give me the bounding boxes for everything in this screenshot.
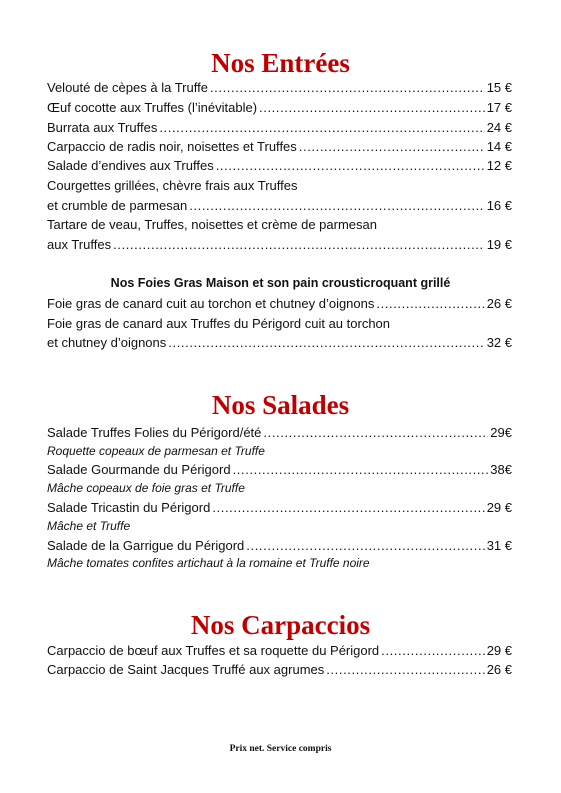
menu-item (47, 235, 512, 254)
item-name: Carpaccio de radis noir, noisettes et Truffes (47, 139, 297, 154)
item-price: 29 € (486, 643, 512, 658)
item-name: Carpaccio de Saint Jacques Truffé aux agrumes (47, 662, 325, 677)
item-name: Burrata aux Truffes (47, 120, 158, 135)
item-name: Carpaccio de bœuf aux Truffes et sa roquette du Périgord (47, 643, 380, 658)
item-name-line1: Courgettes grillées, chèvre frais aux Truffes (47, 178, 298, 193)
item-name: aux Truffes (47, 237, 112, 252)
dot-leader (212, 498, 484, 517)
section-title-carpaccios: Nos Carpaccios (190, 610, 371, 640)
item-price: 26 € (486, 662, 512, 677)
menu-item (47, 118, 512, 137)
item-price: 17 € (486, 100, 512, 115)
item-price: 29 € (486, 500, 512, 515)
item-name: et chutney d’oignons (47, 335, 167, 350)
menu-item (47, 78, 512, 97)
item-price: 38€ (490, 462, 512, 477)
dot-leader (263, 423, 488, 442)
item-description: Mâche copeaux de foie gras et Truffe (47, 481, 245, 495)
menu-item (47, 641, 512, 660)
item-name: Salade Gourmande du Périgord (47, 462, 231, 477)
foie-gras-subheading: Nos Foies Gras Maison et son pain crousticroquant grillé (110, 276, 451, 290)
dot-leader (376, 294, 484, 313)
dot-leader (189, 196, 485, 215)
item-name-line1: Foie gras de canard aux Truffes du Périgord cuit au torchon (47, 316, 391, 331)
menu-item (47, 423, 512, 442)
item-name: Salade Truffes Folies du Périgord/été (47, 425, 262, 440)
menu-item (47, 294, 512, 313)
item-price: 26 € (486, 296, 512, 311)
item-description: Mâche tomates confites artichaut à la romaine et Truffe noire (47, 556, 370, 570)
item-description: Roquette copeaux de parmesan et Truffe (47, 444, 265, 458)
item-name: Œuf cocotte aux Truffes (l’inévitable) (47, 100, 258, 115)
dot-leader (233, 460, 489, 479)
item-price: 15 € (486, 80, 512, 95)
dot-leader (216, 156, 485, 175)
dot-leader (210, 78, 485, 97)
menu-item (47, 196, 512, 215)
menu-item (47, 333, 512, 352)
item-name: Velouté de cèpes à la Truffe (47, 80, 208, 95)
item-name: Salade de la Garrigue du Périgord (47, 538, 245, 553)
item-name: Foie gras de canard cuit au torchon et chutney d’oignons (47, 296, 375, 311)
dot-leader (113, 235, 485, 254)
item-price: 19 € (486, 237, 512, 252)
item-name: et crumble de parmesan (47, 198, 188, 213)
menu-item (47, 498, 512, 517)
dot-leader (299, 137, 485, 156)
item-price: 29€ (490, 425, 512, 440)
dot-leader (259, 98, 485, 117)
menu-item (47, 536, 512, 555)
menu-item (47, 460, 512, 479)
menu-item (47, 156, 512, 175)
item-name-line1: Tartare de veau, Truffes, noisettes et crème de parmesan (47, 217, 377, 232)
dot-leader (159, 118, 484, 137)
dot-leader (381, 641, 485, 660)
dot-leader (326, 660, 484, 679)
footer-note: Prix net. Service compris (229, 744, 332, 754)
menu-item (47, 660, 512, 679)
dot-leader (168, 333, 484, 352)
menu-item (47, 98, 512, 117)
item-price: 32 € (486, 335, 512, 350)
section-title-entrees: Nos Entrées (211, 48, 350, 78)
dot-leader (246, 536, 484, 555)
item-name: Salade d’endives aux Truffes (47, 158, 214, 173)
item-price: 14 € (486, 139, 512, 154)
section-title-salades: Nos Salades (211, 390, 350, 420)
item-price: 12 € (486, 158, 512, 173)
menu-item (47, 137, 512, 156)
item-price: 31 € (486, 538, 512, 553)
item-price: 24 € (486, 120, 512, 135)
item-price: 16 € (486, 198, 512, 213)
item-name: Salade Tricastin du Périgord (47, 500, 211, 515)
item-description: Mâche et Truffe (47, 519, 131, 533)
